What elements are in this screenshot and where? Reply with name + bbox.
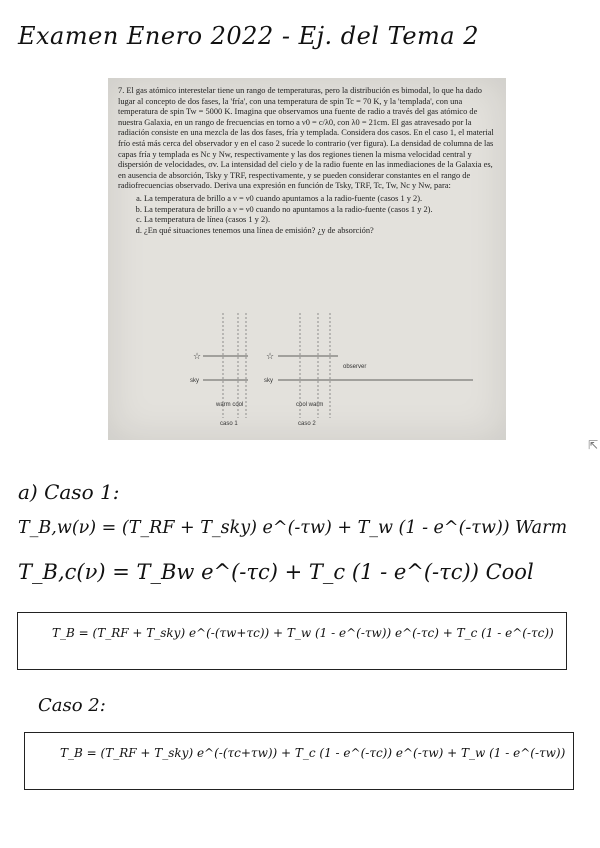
problem-items — [118, 194, 498, 236]
page-title: Examen Enero 2022 - Ej. del Tema 2 — [18, 22, 479, 50]
case2-layers-label: cool warm — [296, 402, 324, 408]
problem-item-d: d. ¿En qué situaciones tenemos una línea de emisión? ¿y de absorción? — [144, 226, 498, 237]
case2-label: caso 2 — [298, 421, 316, 427]
cases-figure — [178, 308, 478, 433]
problem-text: 7. El gas atómico interestelar tiene un rango de temperaturas, pero la distribución es bimodal, lo que ha dado lugar al concepto de dos fases, la 'fría', con una temperatura de spin Tc = 70 K, y la 'templada', con una temperatura de spin Tw = 5000 K. Imagina que observamos una fuente de radio a través del gas atómico de nuestra Galaxia, en un rango de frecuencias en torno a ν0 = c/λ0, con λ0 = 21cm. El gas atravesado por la radiación consiste en una mezcla de las dos fases, fría y templada. Considera dos casos. En el caso 1, el material frío está más cerca del observador y en el caso 2 sucede lo contrario (ver figura). La densidad de columna de las capas fría y templada es Nc y Nw, respectivamente y las dos regiones tienen la misma velocidad central y dispersión de velocidades, σv. La intensidad del cielo y de la radio fuente en las inmediaciones de la Galaxia es, en ausencia de absorción, Tsky y TRF, respectivamente, y se pueden considerar constantes en el rango de radiofrecuencias observado. Deriva una expresión en función de Tsky, TRF, Tc, Tw, Nc y Nw, para: — [118, 86, 494, 191]
case1-label: caso 1 — [220, 421, 238, 427]
equation-result-case1: T_B = (T_RF + T_sky) e^(-(τw+τc)) + T_w (1 - e^(-τw)) e^(-τc) + T_c (1 - e^(-τc)) — [52, 626, 554, 640]
star-icon-case1: ☆ — [193, 352, 202, 362]
problem-item-c: c. La temperatura de línea (casos 1 y 2). — [144, 215, 498, 226]
cursor-icon: ⇱ — [588, 438, 599, 452]
problem-photo — [108, 78, 599, 452]
observer-label: observer — [343, 364, 367, 370]
result-box-case2 — [24, 732, 574, 790]
result-box-case1 — [17, 612, 567, 670]
case2-heading: Caso 2: — [38, 695, 106, 716]
equation-warm: T_B,w(ν) = (T_RF + T_sky) e^(-τw) + T_w (1 - e^(-τw)) Warm — [18, 518, 568, 538]
sky-label-case2: sky — [264, 378, 273, 384]
equation-result-case2: T_B = (T_RF + T_sky) e^(-(τc+τw)) + T_c (1 - e^(-τc)) e^(-τw) + T_w (1 - e^(-τw)) — [60, 746, 566, 760]
section-a-heading: a) Caso 1: — [18, 480, 120, 504]
problem-item-a: a. La temperatura de brillo a ν = ν0 cuando apuntamos a la radio-fuente (casos 1 y 2). — [144, 194, 498, 205]
star-icon-case2: ☆ — [266, 352, 275, 362]
problem-item-b: b. La temperatura de brillo a ν = ν0 cuando no apuntamos a la radio-fuente (casos 1 y 2). — [144, 205, 498, 216]
sky-label-case1: sky — [190, 378, 199, 384]
equation-cool: T_B,c(ν) = T_Bw e^(-τc) + T_c (1 - e^(-τc)) Cool — [18, 560, 534, 584]
problem-statement — [118, 86, 498, 236]
case1-layers-label: warm cool — [216, 402, 244, 408]
